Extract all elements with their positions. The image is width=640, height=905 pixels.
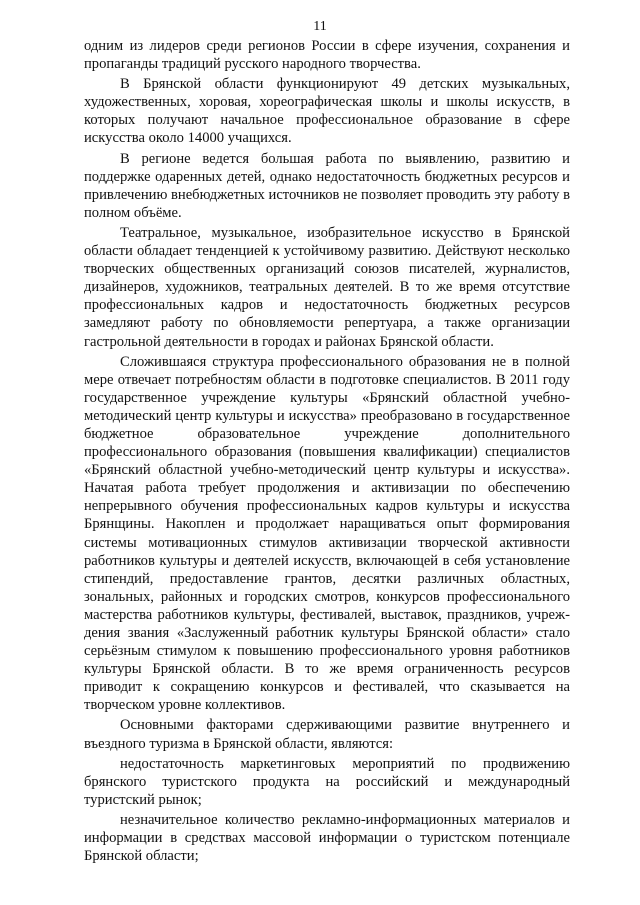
paragraph-marketing-shortage: недостаточность маркетинговых мероприятий по продвижению брянского туристского продукта на российский и международный туристский рынок; <box>84 755 570 808</box>
paragraph-advertising-materials: незначительное количество рекламно-информационных материалов и информации в средствах массовой информации о туристском потенциале Брянской области; <box>84 811 570 865</box>
paragraph-tourism-factors: Основными факторами сдерживающими развитие внутреннего и въездного туризма в Брянской области, являются: <box>84 717 570 752</box>
page-number: 11 <box>313 19 327 34</box>
paragraph-professional-education: Сложившаяся структура профессионального образования не в полной мере отвечает потребностям области в подготовке специалистов. В 2011 году государственное учреждение культуры «Брянский областной учебно-методический центр культуры и искусства» преобразовано в государственное бюджетное образовательное учреждение дополнительного профессионального образования (повышения квалификации) специалистов «Брянский областной учебно-методический центр культуры и искусства». Начатая работа требует продолжения и активизации по обеспечению непрерывного обучения профессиональных кадров культуры и искусства Брянщины. Накоплен и продолжает наращиваться опыт формирования системы мотивационных стимулов активизации творческой активности работников культуры и деятелей искусств, включающей в себя установление стипендий, предоставление грантов, десятки различных областных, зональных, районных и городских смотров, конкурсов профессионального мастерства работников культуры, фестивалей, выставок, праздников, учреждения звания «Заслуженный работник культуры Брянской области» стало серьёзным стимулом к повышению профессионального уровня работников культуры Брянской области. В то же время ограниченность ресурсов приводит к сокращению конкурсов и фестивалей, что сказывается на творческом уровне коллективов. <box>84 353 570 714</box>
paragraph-arts-development: Театральное, музыкальное, изобразительное искусство в Брянской области обладает тенденцией к устойчивому развитию. Действуют несколько творческих общественных организаций союзов писателей, журналистов, дизайнеров, художников, театральных деятелей. В то же время отсутствие профессиональных кадров и недостаточность бюджетных ресурсов замедляют работу по обновляемости репертуара, а также организации гастрольной деятельности в городах и районах Брянской области. <box>84 224 570 350</box>
document-body <box>84 37 570 867</box>
paragraph-leaders-continuation: одним из лидеров среди регионов России в сфере изучения, сохранения и пропаганды традиций русского народного творчества. <box>84 38 570 73</box>
paragraph-gifted-children: В регионе ведется большая работа по выявлению, развитию и поддержке одаренных детей, однако недостаточность бюджетных ресурсов и привлечению внебюджетных источников не позволяет проводить эту работу в полном объёме. <box>84 150 570 221</box>
paragraph-children-schools: В Брянской области функционируют 49 детских музыкальных, художественных, хоровая, хореографическая школы и школы искусств, в которых получают начальное профессиональное образование в сфере искусства около 14000 учащихся. <box>84 76 570 147</box>
